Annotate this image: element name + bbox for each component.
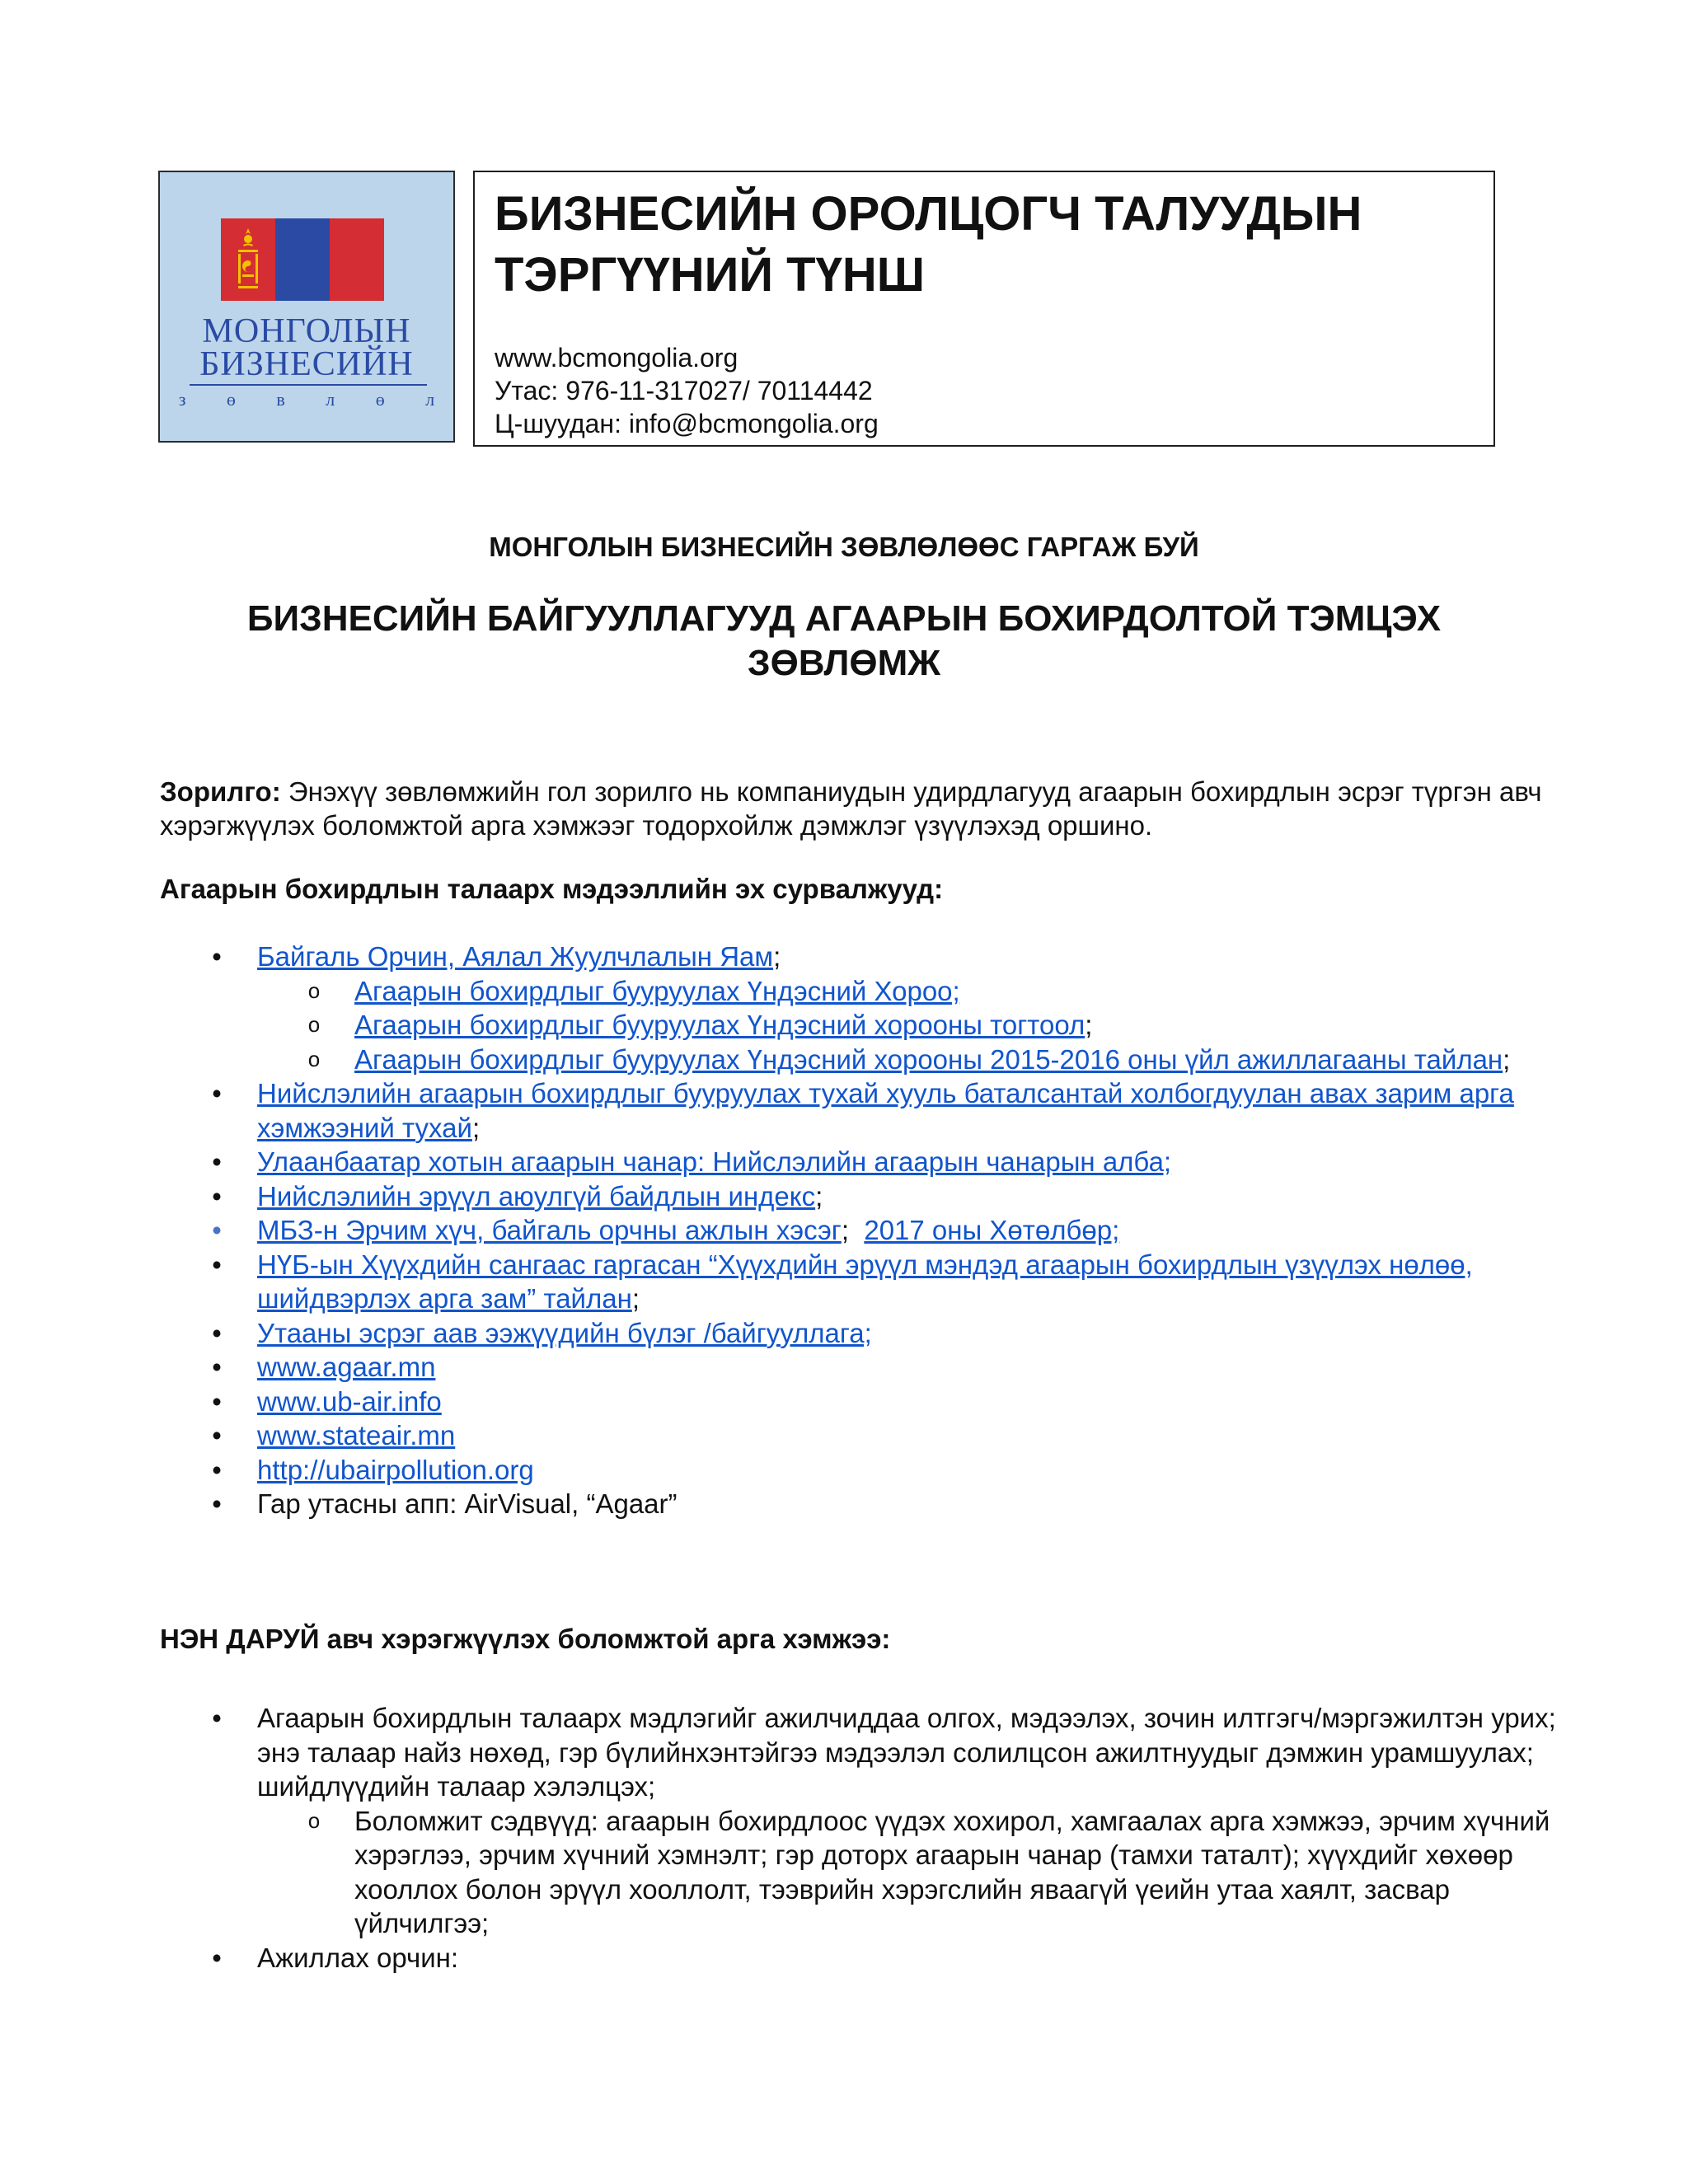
list-item [0, 1453, 1688, 1488]
sources-heading: Агаарын бохирдлын талаарх мэдээллийн эх сурвалжууд: [160, 874, 944, 904]
list-item-tail: ; [1085, 1010, 1093, 1040]
list-item [0, 1316, 1688, 1351]
bullet-disc: • [212, 941, 222, 972]
list-item [0, 1385, 1688, 1419]
goal-label: Зорилго: [160, 776, 281, 807]
link-agaar-mn[interactable]: www.agaar.mn [257, 1352, 436, 1382]
list-item [0, 1701, 1688, 1804]
bullet-circle: o [307, 1807, 321, 1833]
flag-red-stripe-right [330, 218, 384, 301]
link-committee-resolution[interactable]: Агаарын бохирдлыг бууруулах Үндэсний хорооны тогтоол [354, 1010, 1085, 1040]
bullet-disc: • [212, 1385, 222, 1417]
link-capital-law-measures[interactable]: Нийслэлийн агаарын бохирдлыг бууруулах тухай хууль баталсантай холбогдуулан авах зарим арга хэмжээний тухай [257, 1078, 1514, 1143]
bullet-disc: • [212, 1942, 222, 1973]
list-item [0, 1179, 1688, 1214]
link-ub-air-quality[interactable]: Улаанбаатар хотын агаарын чанар: Нийслэлийн агаарын чанарын алба; [257, 1146, 1172, 1177]
bullet-disc: • [212, 1146, 222, 1177]
bullet-disc: • [212, 1078, 222, 1108]
organization-logo [158, 171, 455, 443]
bullet-circle: o [307, 1012, 321, 1037]
list-item [0, 1076, 1688, 1145]
document-title-line2: ЗӨВЛӨМЖ [748, 643, 940, 683]
sources-list [0, 940, 1688, 1521]
flag-blue-stripe [275, 218, 330, 301]
flag-red-stripe-left [221, 218, 275, 301]
list-item-separator: ; [841, 1215, 865, 1245]
bullet-disc: • [212, 1317, 222, 1348]
list-item [0, 1008, 1688, 1043]
link-bcm-energy-working-group[interactable]: МБЗ-н Эрчим хүч, байгаль орчны ажлын хэсэг [257, 1215, 842, 1245]
soyombo-icon [236, 227, 260, 293]
link-2017-program[interactable]: 2017 оны Хөтөлбөр; [864, 1215, 1120, 1245]
list-item [0, 1213, 1688, 1248]
logo-text-line2: БИЗНЕСИЙН [199, 345, 414, 383]
header-box [473, 171, 1495, 447]
logo-text-line1: МОНГОЛЫН [202, 312, 411, 350]
bullet-disc: • [212, 1249, 222, 1280]
header-title [495, 184, 1362, 306]
header-title-line1: БИЗНЕСИЙН ОРОЛЦОГЧ ТАЛУУДЫН [495, 187, 1362, 241]
link-ubairpollution-org[interactable]: http://ubairpollution.org [257, 1454, 534, 1485]
list-item [0, 1941, 1688, 1975]
mongolian-flag [221, 218, 384, 301]
bullet-disc: • [212, 1215, 222, 1245]
goal-paragraph [160, 775, 1561, 842]
goal-text: Энэхүү зөвлөмжийн гол зорилго нь компаниудын удирдлагууд агаарын бохирдлын эсрэг түргэн авч хэрэгжүүлэх боломжтой арга хэмжээг тодорхойлж дэмжлэг үзүүлэхэд оршино. [160, 776, 1542, 841]
link-ub-air-info[interactable]: www.ub-air.info [257, 1385, 442, 1417]
list-item [0, 1804, 1688, 1941]
list-item-tail: ; [1503, 1043, 1511, 1075]
list-item-tail: ; [631, 1283, 640, 1314]
bullet-disc: • [212, 1180, 222, 1212]
bullet-disc: • [212, 1420, 222, 1451]
bullet-disc: • [212, 1488, 222, 1519]
list-item [0, 1248, 1688, 1316]
header-email: Ц-шуудан: info@bcmongolia.org [495, 409, 879, 438]
list-item-tail: ; [471, 1112, 481, 1143]
document-title-line1: БИЗНЕСИЙН БАЙГУУЛЛАГУУД АГААРЫН БОХИРДОЛТОЙ ТЭМЦЭХ [246, 598, 1442, 639]
action-text: Ажиллах орчин: [257, 1942, 459, 1973]
mobile-apps-text: Гар утасны апп: AirVisual, “Agaar” [257, 1488, 678, 1519]
list-item [0, 974, 1688, 1009]
link-ministry-environment[interactable]: Байгаль Орчин, Аялал Жуулчлалын Яам [257, 941, 774, 972]
link-capital-safety-index[interactable]: Нийслэлийн эрүүл аюулгүй байдлын индекс [257, 1180, 816, 1212]
document-title [165, 597, 1523, 686]
header-website: www.bcmongolia.org [495, 343, 738, 373]
list-item [0, 1418, 1688, 1453]
link-unicef-report[interactable]: НҮБ-ын Хүүхдийн сангаас гаргасан “Хүүхдийн эрүүл мэндэд агаарын бохирдлын үзүүлэх нөлөө, шийдвэрлэх арга зам” тайлан [257, 1249, 1473, 1314]
document-subtitle: МОНГОЛЫН БИЗНЕСИЙН ЗӨВЛӨЛӨӨС ГАРГАЖ БУЙ [489, 532, 1199, 562]
bullet-disc: • [212, 1703, 222, 1733]
actions-list [0, 1701, 1688, 1975]
list-item [0, 940, 1688, 974]
bullet-circle: o [307, 977, 321, 1003]
logo-divider [190, 384, 427, 386]
list-item [0, 1145, 1688, 1179]
action-subtext: Боломжит сэдвүүд: агаарын бохирдлоос үүдэх хохирол, хамгаалах арга хэмжээ, эрчим хүчний хэрэглээ, эрчим хүчний хэмнэлт; гэр доторх агаарын чанар (тамхи таталт); хүүхдийг хөхөөр хооллох болон эрүүл хооллолт, тээврийн хэрэгслийн яваагүй үеийн утаа хаялт, засвар үйлчилгээ; [354, 1805, 1550, 1938]
list-item [0, 1487, 1688, 1521]
link-parents-against-smog[interactable]: Утааны эсрэг аав ээжүүдийн бүлэг /байгууллага; [257, 1317, 872, 1348]
bullet-circle: o [307, 1046, 321, 1071]
link-national-committee[interactable]: Агаарын бохирдлыг бууруулах Үндэсний Хороо; [354, 975, 960, 1006]
logo-text-line3: з ө в л ө л [178, 389, 453, 410]
list-item-tail: ; [773, 941, 781, 972]
list-item [0, 1043, 1688, 1077]
bullet-disc: • [212, 1352, 222, 1382]
action-text: Агаарын бохирдлын талаарх мэдлэгийг ажилчиддаа олгох, мэдээлэх, зочин илтгэгч/мэргэжилтэн урих; энэ талаар найз нөхөд, гэр бүлийнхэнтэйгээ мэдээлэл солилцсон ажилтнуудыг дэмжин урамшуулах; шийдлүүдийн талаар хэлэлцэх; [257, 1703, 1556, 1802]
actions-heading: НЭН ДАРУЙ авч хэрэгжүүлэх боломжтой арга хэмжээ: [160, 1624, 891, 1654]
link-stateair-mn[interactable]: www.stateair.mn [257, 1420, 456, 1451]
header-title-line2: ТЭРГҮҮНИЙ ТҮНШ [495, 248, 925, 302]
list-item-tail: ; [815, 1180, 823, 1212]
list-item [0, 1350, 1688, 1385]
header-phone: Утас: 976-11-317027/ 70114442 [495, 376, 873, 405]
link-committee-report[interactable]: Агаарын бохирдлыг бууруулах Үндэсний хорооны 2015-2016 оны үйл ажиллагааны тайлан [354, 1043, 1503, 1075]
bullet-disc: • [212, 1454, 222, 1485]
